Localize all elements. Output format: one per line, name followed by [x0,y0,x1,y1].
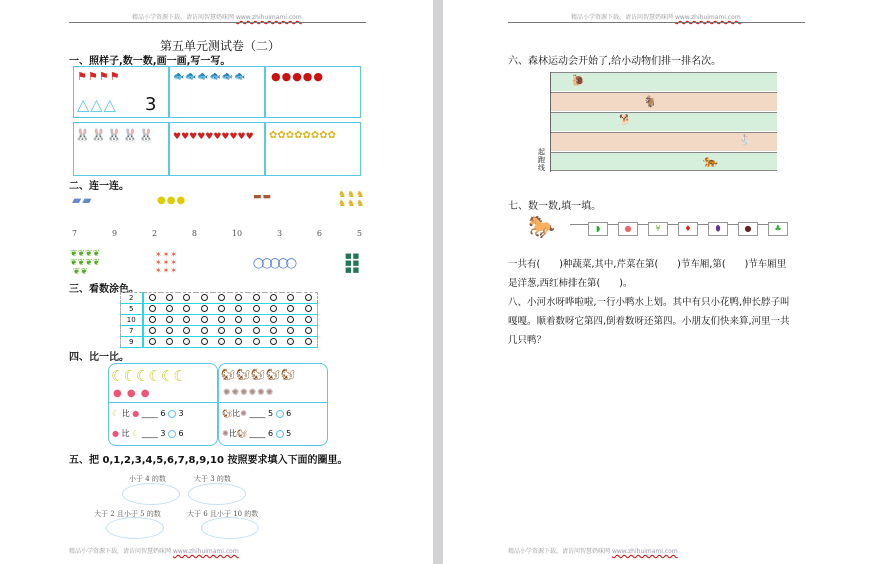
tiger-icon: 🐅 [703,154,718,168]
color-grid [120,292,318,348]
circle[interactable] [149,294,156,301]
q1-label: 一、照样子,数一数,画一画,写一写。 [69,56,231,67]
cucumber-icon: ◗ [588,222,608,236]
q4-label: 四、比一比。 [69,352,129,363]
q1-grid [73,66,361,176]
number-item[interactable]: 5 [356,229,362,238]
lane [551,152,777,171]
flower-icon: ✿✿✿✿✿✿✿✿ [269,130,337,141]
answer-ellipse[interactable] [188,483,246,505]
header-rule [508,22,805,23]
strawberry-icon: ♥♥♥♥♥♥♥♥♥♥ [173,132,254,142]
page-title: 第五单元测试卷（二） [160,39,281,53]
squirrel-icon: 🐿🐿🐿🐿🐿 [221,368,296,381]
q7-label: 七、数一数,填一填。 [508,201,602,212]
q8-line: 嘎嘎。顺着数呀它第四,倒着数呀还第四。小朋友们快来算,河里一共 [508,316,790,327]
peach-icon: ● ● ● [113,388,151,399]
page-1 [0,0,433,564]
bulbs-icon: ●●● [157,195,187,206]
birds-icon: ✶✶✶ ✶✶✶ ✶✶✶ [155,250,179,275]
celery-icon: ¥ [648,222,668,236]
grid-row: 2 [121,293,318,304]
set-label: 大于 6 且小于 10 的数 [187,510,259,518]
grid-row: 10 [121,315,318,326]
compare-row: ☾ 比 ● ____ 6 3 [112,409,184,418]
lane [551,112,777,131]
number-item[interactable]: 9 [111,229,118,238]
q2-numbers [72,229,362,238]
olympic-rings-icon: ◯◯◯◯◯ [253,258,294,269]
q6-label: 六、森林运动会开始了,给小动物们排一排名次。 [508,56,722,67]
animals-icon: ▬▬ [253,192,273,202]
q8-line: 几只鸭？ [508,335,547,346]
rabbit-icon: 🐰🐰🐰🐰🐰 [75,128,155,142]
lane [551,92,777,111]
grid-row: 9 [121,337,318,348]
compare-row: 🐿比✺ ____ 5 6 [222,409,292,418]
q8-line: 八、小河水呀哗啦啦,一行小鸭水上划。其中有只小花鸭,伸长脖子叫 [508,297,790,308]
compare-box-left [108,363,218,446]
page-header [132,12,302,21]
page-header: 精品小学资源下载，请访问智慧奶咪网 www.zhihuimami.com [571,14,741,21]
broccoli-icon: ♣ [768,222,788,236]
page-footer: 精品小学资源下载，请访问智慧奶咪网 www.zhihuimami.com [508,548,678,555]
header-rule [69,22,366,23]
pinecone-icon: ✺✺✺✺✺✺ [223,388,275,398]
horse-icon: 🐎 [528,215,556,240]
compare-row: ● 比 ☾ ____ 3 6 [112,429,184,438]
dog-icon: 🐕 [619,115,632,126]
page-footer: 精品小学资源下载，请访问智慧奶咪网 www.zhihuimami.com [69,548,239,555]
number-item[interactable]: 8 [191,229,197,238]
set-label: 大于 3 的数 [194,475,231,483]
erasers-icon: ▰▰ [72,193,93,207]
answer-ellipse[interactable] [122,483,180,505]
ducks-icon: ♞♞♞ ♞♞♞ [338,190,366,209]
q5-label: 五、把 0,1,2,3,4,5,6,7,8,9,10 按照要求填入下面的圈里。 [69,455,348,466]
q7-text [508,255,828,350]
rabbit-icon: 🐇 [739,135,752,146]
tomato-icon: ● [618,222,638,236]
eggplant-icon: ⬮ [708,222,728,236]
banana-icon: ☾☾☾☾☾☾ [111,367,186,385]
goat-icon: 🐐 [643,95,657,108]
header-url[interactable]: www.zhihuimami.com [235,14,302,21]
number-item[interactable]: 10 [231,229,243,238]
q7-line: 一共有( )种蔬菜,其中,芹菜在第( )节车厢,第( )节车厢里 [508,259,787,270]
number-item[interactable]: 3 [276,229,283,238]
q7-line: 是洋葱,西红柿排在第( )。 [508,278,633,289]
vegetable-train [588,222,788,236]
grid-row: 5 [121,304,318,315]
onion-icon: ● [738,222,758,236]
grid-row: 7 [121,326,318,337]
header-text: 精品小学资源下载，请访问智慧奶咪网 [132,14,235,21]
lane [551,72,777,91]
flags-icon: ⚑⚑⚑⚑ [77,70,121,83]
lane [551,132,777,151]
set-label: 大于 2 且小于 5 的数 [94,510,161,518]
q2-label: 二、连一连。 [69,181,129,192]
pepper-icon: ♦ [678,222,698,236]
start-line-label: 起跑线 [538,148,545,172]
number-item[interactable]: 6 [316,229,322,238]
set-label: 小于 4 的数 [129,475,166,483]
turtles-icon: ■■ ■■ ■■ [345,252,361,274]
answer-ellipse[interactable] [201,517,259,539]
q3-label: 三、看数涂色。 [69,284,139,295]
leaves-icon: ❦❦❦❦ ❦❦❦❦ ❦❦ [70,249,101,277]
answer-ellipse[interactable] [106,517,164,539]
number-item[interactable]: 7 [72,229,78,238]
snail-icon: 🐌 [571,74,585,87]
compare-box-right [218,363,328,446]
triangles-sample: △△△ [77,95,117,114]
number-item[interactable]: 2 [151,229,158,238]
apple-icon: ●●●●● [271,70,324,83]
fish-icon: 🐟🐟🐟🐟🐟🐟 [173,72,247,82]
sample-number: 3 [145,94,157,115]
compare-row: ✺比🐿 ____ 6 5 [222,429,292,438]
